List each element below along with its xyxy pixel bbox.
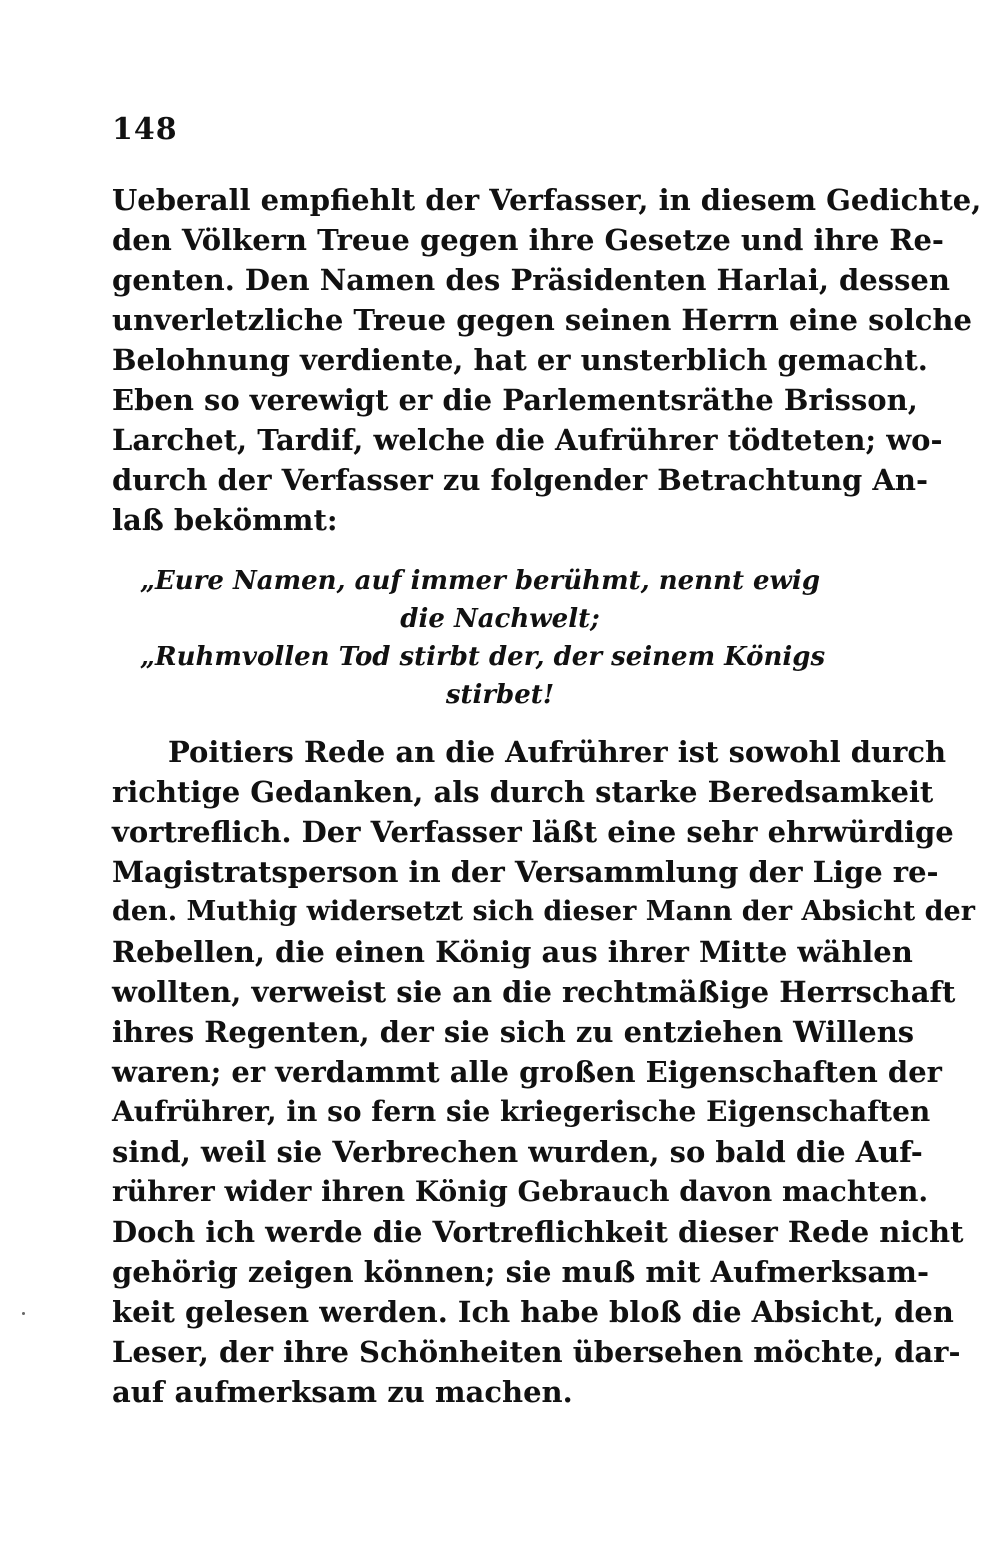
text-line: keit gelesen werden. Ich habe bloß die Absicht, den <box>112 1295 954 1329</box>
verse-line: „Ruhmvollen Tod stirbt der, der seinem Königs <box>140 642 826 672</box>
text-line: Belohnung verdiente, hat er unsterblich gemacht. <box>112 343 928 377</box>
text-line: Poitiers Rede an die Aufrührer ist sowohl durch <box>168 735 947 769</box>
page-number: 148 <box>112 112 178 147</box>
verse-line: „Eure Namen, auf immer berühmt, nennt ewig <box>140 566 820 596</box>
text-line: waren; er verdammt alle großen Eigenschaften der <box>112 1055 942 1089</box>
text-line: rührer wider ihren König Gebrauch davon machten. <box>112 1175 929 1208</box>
text-line: Ueberall empfiehlt der Verfasser, in diesem Gedichte, <box>112 183 981 217</box>
text-line: vortreflich. Der Verfasser läßt eine sehr ehrwürdige <box>112 815 954 849</box>
text-line: sind, weil sie Verbrechen wurden, so bald die Auf- <box>112 1135 923 1169</box>
text-line: Aufrührer, in so fern sie kriegerische Eigenschaften <box>112 1095 931 1128</box>
text-line: Rebellen, die einen König aus ihrer Mitte wählen <box>112 935 913 969</box>
text-line: den Völkern Treue gegen ihre Gesetze und ihre Re- <box>112 223 944 257</box>
text-line: richtige Gedanken, als durch starke Beredsamkeit <box>112 775 934 809</box>
scan-speck <box>22 1312 25 1315</box>
paragraph-1 <box>112 180 981 540</box>
text-line: Magistratsperson in der Versammlung der Lige re- <box>112 855 939 889</box>
text-line: durch der Verfasser zu folgender Betrachtung An- <box>112 463 929 497</box>
text-line: auf aufmerksam zu machen. <box>112 1375 573 1409</box>
text-line: gehörig zeigen können; sie muß mit Aufmerksam- <box>112 1255 929 1289</box>
text-line: unverletzliche Treue gegen seinen Herrn eine solche <box>112 303 972 337</box>
text-line: Leser, der ihre Schönheiten übersehen möchte, dar- <box>112 1335 961 1369</box>
text-line: wollten, verweist sie an die rechtmäßige Herrschaft <box>112 975 956 1009</box>
text-line: Doch ich werde die Vortreflichkeit dieser Rede nicht <box>112 1215 964 1249</box>
text-line: Larchet, Tardif, welche die Aufrührer tödteten; wo- <box>112 423 943 457</box>
text-line: ihres Regenten, der sie sich zu entziehen Willens <box>112 1015 915 1049</box>
text-line: laß bekömmt: <box>112 503 338 537</box>
text-line: Eben so verewigt er die Parlementsräthe Brisson, <box>112 383 918 417</box>
verse-quote <box>140 562 826 714</box>
verse-line-continuation: stirbet! <box>445 680 555 710</box>
text-line: den. Muthig widersetzt sich dieser Mann der Absicht der <box>112 896 975 927</box>
verse-line-continuation: die Nachwelt; <box>400 604 600 634</box>
text-line: genten. Den Namen des Präsidenten Harlai, dessen <box>112 263 950 297</box>
paragraph-2 <box>112 732 975 1412</box>
